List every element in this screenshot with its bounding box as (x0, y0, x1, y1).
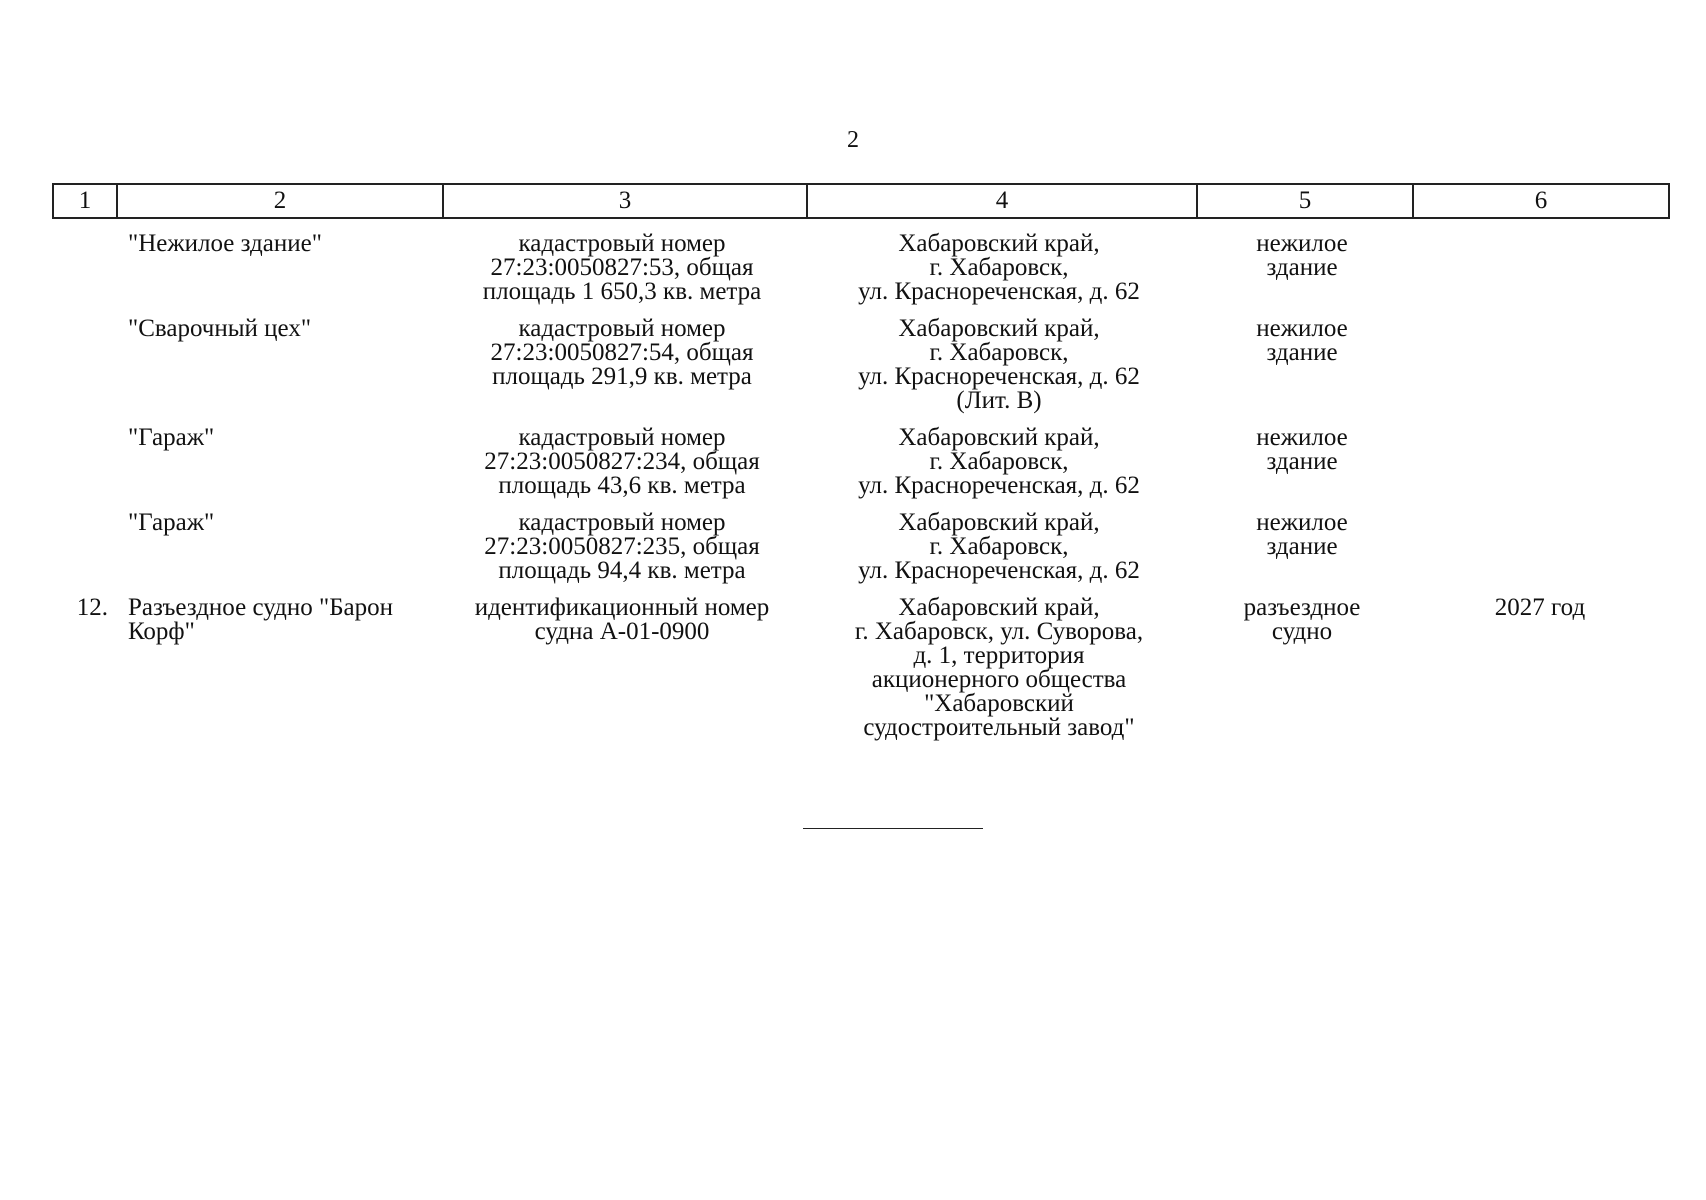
object-name (128, 596, 438, 644)
object-type-line: здание (1266, 254, 1338, 281)
header-col-1: 1 (78, 187, 92, 214)
object-address-line: (Лит. В) (956, 387, 1042, 414)
object-year-line: 2027 год (1494, 594, 1586, 621)
object-details-line: кадастровый номер (518, 315, 726, 342)
object-type (1194, 596, 1410, 644)
object-address-line: акционерного общества (871, 666, 1127, 693)
object-details-line: кадастровый номер (518, 230, 726, 257)
object-details (440, 426, 804, 498)
header-col-4: 4 (806, 185, 1196, 217)
header-col-6: 6 (1412, 185, 1668, 217)
object-address (804, 317, 1194, 413)
object-name (128, 426, 438, 450)
object-type-line: нежилое (1256, 230, 1348, 257)
object-details-line: 27:23:0050827:54, общая (490, 339, 754, 366)
object-details-line: площадь 94,4 кв. метра (498, 557, 746, 584)
object-type-line: нежилое (1256, 509, 1348, 536)
object-details (440, 317, 804, 389)
object-type-line: судно (1271, 618, 1333, 645)
object-details-line: кадастровый номер (518, 424, 726, 451)
header-col-5: 5 (1196, 185, 1412, 217)
object-address-line: ул. Краснореченская, д. 62 (858, 363, 1140, 390)
header-col-3: 3 (442, 185, 806, 217)
object-details-line: площадь 1 650,3 кв. метра (482, 278, 762, 305)
object-details-line: площадь 291,9 кв. метра (492, 363, 752, 390)
object-address (804, 426, 1194, 498)
object-details-line: судна А-01-0900 (534, 618, 710, 645)
object-address-line: Хабаровский край, (898, 509, 1100, 536)
object-name-line: "Сварочный цех" (128, 315, 312, 342)
object-address-line: д. 1, территория (913, 642, 1085, 669)
object-details-line: 27:23:0050827:234, общая (484, 448, 760, 475)
object-details (440, 596, 804, 644)
object-address-line: Хабаровский край, (898, 230, 1100, 257)
object-details-line: идентификационный номер (474, 594, 770, 621)
object-address (804, 232, 1194, 304)
object-type-line: нежилое (1256, 315, 1348, 342)
object-details-line: кадастровый номер (518, 509, 726, 536)
object-address-line: Хабаровский край, (898, 594, 1100, 621)
object-type (1194, 232, 1410, 280)
object-type-line: здание (1266, 448, 1338, 475)
object-details (440, 511, 804, 583)
object-details-line: площадь 43,6 кв. метра (498, 472, 746, 499)
object-name (128, 511, 438, 535)
object-name-line: Корф" (128, 618, 195, 645)
object-name-line: "Гараж" (128, 424, 215, 451)
object-address-line: г. Хабаровск, ул. Суворова, (854, 618, 1144, 645)
object-address-line: ул. Краснореченская, д. 62 (858, 278, 1140, 305)
object-type (1194, 511, 1410, 559)
object-address-line: г. Хабаровск, (929, 533, 1069, 560)
object-type-line: разъездное (1243, 594, 1361, 621)
object-name (128, 317, 438, 341)
object-name (128, 232, 438, 256)
object-address-line: Хабаровский край, (898, 315, 1100, 342)
object-details-line: 27:23:0050827:53, общая (490, 254, 754, 281)
object-address-line: Хабаровский край, (898, 424, 1100, 451)
object-address-line: судостроительный завод" (863, 714, 1135, 741)
row-number-line: 12. (76, 594, 108, 621)
object-address (804, 511, 1194, 583)
object-type (1194, 317, 1410, 365)
end-divider (803, 828, 983, 829)
object-type-line: здание (1266, 533, 1338, 560)
table-header-row (52, 183, 1670, 219)
object-type (1194, 426, 1410, 474)
object-address-line: г. Хабаровск, (929, 448, 1069, 475)
object-name-line: "Гараж" (128, 509, 215, 536)
object-type-line: нежилое (1256, 424, 1348, 451)
object-address-line: г. Хабаровск, (929, 339, 1069, 366)
object-name-line: Разъездное судно "Барон (128, 594, 394, 621)
object-address-line: "Хабаровский (924, 690, 1074, 717)
object-year (1410, 596, 1670, 620)
object-address-line: г. Хабаровск, (929, 254, 1069, 281)
row-number (52, 596, 114, 620)
page-number: 2 (847, 127, 859, 153)
object-name-line: "Нежилое здание" (128, 230, 322, 257)
object-type-line: здание (1266, 339, 1338, 366)
object-details (440, 232, 804, 304)
object-address (804, 596, 1194, 740)
object-details-line: 27:23:0050827:235, общая (484, 533, 760, 560)
object-address-line: ул. Краснореченская, д. 62 (858, 557, 1140, 584)
header-col-2: 2 (116, 185, 442, 217)
object-address-line: ул. Краснореченская, д. 62 (858, 472, 1140, 499)
